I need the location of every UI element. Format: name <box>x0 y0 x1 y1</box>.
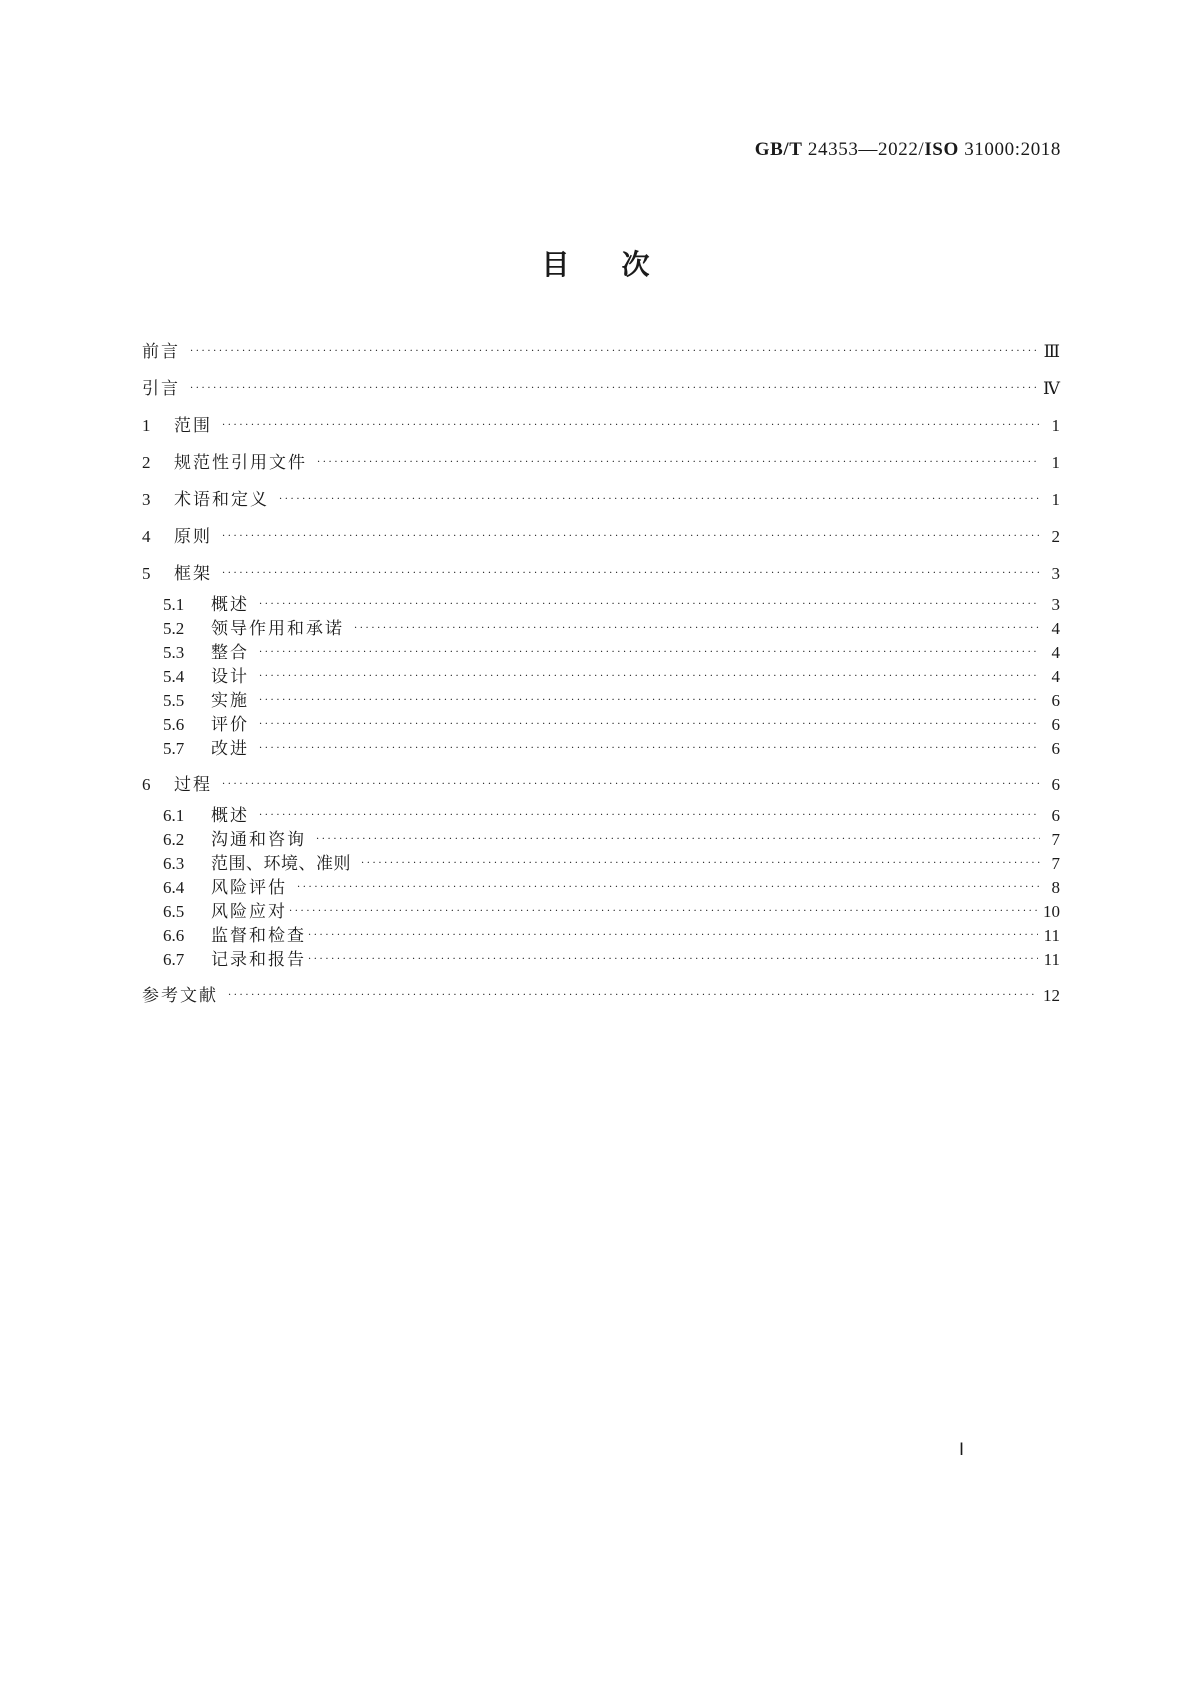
toc-entry-number: 6.4 <box>163 878 185 897</box>
dot-leader <box>259 712 1040 737</box>
dot-leader <box>259 592 1040 617</box>
dot-leader <box>361 851 1040 876</box>
toc-entry-6-7[interactable] <box>142 947 1060 971</box>
toc-entry-label: 范围 <box>174 416 212 436</box>
toc-entry-6-5[interactable] <box>142 899 1060 923</box>
dot-leader <box>316 827 1040 852</box>
dot-leader <box>259 688 1040 713</box>
toc-entry-number: 6.1 <box>163 806 185 825</box>
toc-entry-label: 概述 <box>211 806 249 826</box>
toc-entry-label: 范围、环境、准则 <box>211 854 351 874</box>
toc-entry-page: 6 <box>1051 806 1060 825</box>
toc-entry-5-1[interactable] <box>142 592 1060 616</box>
toc-entry-label: 风险评估 <box>211 878 287 898</box>
toc-entry-page: 2 <box>1051 527 1060 546</box>
toc-entry-5-4[interactable] <box>142 664 1060 688</box>
toc-entry-label: 原则 <box>174 527 212 547</box>
toc-entry-5[interactable] <box>142 561 1060 586</box>
toc-entry-number: 5.5 <box>163 691 185 710</box>
standard-gb-number: 24353—2022/ <box>802 139 925 160</box>
toc-entry-label: 参考文献 <box>142 986 218 1006</box>
toc-entry-label: 概述 <box>211 595 249 615</box>
toc-entry-page: 10 <box>1043 902 1060 921</box>
toc-entry-1[interactable] <box>142 413 1060 438</box>
dot-leader <box>317 450 1040 475</box>
toc-entry-label: 监督和检查 <box>211 926 306 946</box>
toc-entry-number: 6.3 <box>163 854 185 873</box>
toc-entry-page: 7 <box>1051 854 1060 873</box>
dot-leader <box>222 524 1040 549</box>
toc-entry-label: 沟通和咨询 <box>211 830 306 850</box>
dot-leader <box>190 339 1038 364</box>
standard-gb-prefix: GB/T <box>754 139 803 160</box>
toc-entry-page: 4 <box>1051 643 1060 662</box>
toc-entry-page: Ⅳ <box>1043 379 1060 398</box>
dot-leader <box>190 376 1037 401</box>
toc-entry-page: 3 <box>1051 564 1060 583</box>
dot-leader <box>279 487 1040 512</box>
dot-leader <box>222 772 1040 797</box>
toc-entry-2[interactable] <box>142 450 1060 475</box>
dot-leader <box>308 947 1038 972</box>
toc-entry-page: 6 <box>1051 775 1060 794</box>
toc-entry-label: 术语和定义 <box>174 490 269 510</box>
toc-entry-page: 4 <box>1051 667 1060 686</box>
standard-iso-number: 31000:2018 <box>958 139 1061 160</box>
page-title: 目次 <box>541 248 702 281</box>
toc-entry-label: 过程 <box>174 775 212 795</box>
toc-entry-page: 6 <box>1051 739 1060 758</box>
toc-entry-number: 5.3 <box>163 643 185 662</box>
toc-entry-6-6[interactable] <box>142 923 1060 947</box>
toc-entry-page: 6 <box>1051 691 1060 710</box>
toc-entry-6-1[interactable] <box>142 803 1060 827</box>
toc-entry-number: 4 <box>142 527 151 546</box>
toc-entry-foreword[interactable] <box>142 339 1060 364</box>
toc-entry-label: 规范性引用文件 <box>174 453 307 473</box>
toc-entry-6-4[interactable] <box>142 875 1060 899</box>
dot-leader <box>259 640 1040 665</box>
toc-entry-label: 改进 <box>211 739 249 759</box>
dot-leader <box>222 561 1040 586</box>
dot-leader <box>259 736 1040 761</box>
toc-entry-page: 7 <box>1051 830 1060 849</box>
toc-entry-5-3[interactable] <box>142 640 1060 664</box>
dot-leader <box>222 413 1040 438</box>
toc-entry-page: 11 <box>1043 926 1060 945</box>
toc-entry-6-3[interactable] <box>142 851 1060 875</box>
toc-entry-number: 5.2 <box>163 619 185 638</box>
toc-entry-label: 设计 <box>211 667 249 687</box>
toc-entry-6-2[interactable] <box>142 827 1060 851</box>
dot-leader <box>289 899 1037 924</box>
toc-entry-page: 11 <box>1043 950 1060 969</box>
dot-leader <box>354 616 1040 641</box>
toc-entry-number: 3 <box>142 490 151 509</box>
toc-entry-5-2[interactable] <box>142 616 1060 640</box>
page-number: Ⅰ <box>958 1440 964 1459</box>
toc-entry-page: 1 <box>1051 416 1060 435</box>
toc-entry-number: 6.7 <box>163 950 185 969</box>
toc-entry-page: 12 <box>1043 986 1060 1005</box>
toc-entry-number: 5.7 <box>163 739 185 758</box>
toc-entry-label: 前言 <box>142 342 180 362</box>
toc-entry-3[interactable] <box>142 487 1060 512</box>
toc-entry-page: 8 <box>1051 878 1060 897</box>
toc-entry-page: 1 <box>1051 490 1060 509</box>
toc-entry-label: 实施 <box>211 691 249 711</box>
dot-leader <box>228 983 1037 1008</box>
toc-entry-bibliography[interactable] <box>142 983 1060 1008</box>
toc-entry-label: 框架 <box>174 564 212 584</box>
toc-entry-label: 领导作用和承诺 <box>211 619 344 639</box>
standard-iso-prefix: ISO <box>924 139 959 160</box>
standard-number <box>755 139 1061 161</box>
toc-entry-page: 1 <box>1051 453 1060 472</box>
toc-entry-introduction[interactable] <box>142 376 1060 401</box>
toc-entry-number: 5.4 <box>163 667 185 686</box>
toc-entry-label: 风险应对 <box>211 902 287 922</box>
toc-entry-number: 5 <box>142 564 151 583</box>
toc-entry-number: 2 <box>142 453 151 472</box>
toc-entry-5-7[interactable] <box>142 736 1060 760</box>
toc-entry-page: 4 <box>1051 619 1060 638</box>
toc-entry-number: 6.5 <box>163 902 185 921</box>
toc-entry-number: 5.6 <box>163 715 185 734</box>
toc-entry-page: 3 <box>1051 595 1060 614</box>
dot-leader <box>259 803 1040 828</box>
dot-leader <box>259 664 1040 689</box>
dot-leader <box>308 923 1038 948</box>
dot-leader <box>297 875 1040 900</box>
table-of-contents <box>142 339 1060 1008</box>
toc-entry-page: Ⅲ <box>1043 342 1060 361</box>
toc-entry-5-5[interactable] <box>142 688 1060 712</box>
toc-entry-page: 6 <box>1051 715 1060 734</box>
toc-entry-label: 评价 <box>211 715 249 735</box>
toc-entry-label: 引言 <box>142 379 180 399</box>
toc-entry-4[interactable] <box>142 524 1060 549</box>
toc-entry-number: 1 <box>142 416 151 435</box>
toc-entry-number: 5.1 <box>163 595 185 614</box>
toc-entry-number: 6 <box>142 775 151 794</box>
toc-entry-label: 记录和报告 <box>211 950 306 970</box>
toc-entry-5-6[interactable] <box>142 712 1060 736</box>
toc-entry-number: 6.6 <box>163 926 185 945</box>
toc-entry-label: 整合 <box>211 643 249 663</box>
toc-entry-6[interactable] <box>142 772 1060 797</box>
toc-entry-number: 6.2 <box>163 830 185 849</box>
